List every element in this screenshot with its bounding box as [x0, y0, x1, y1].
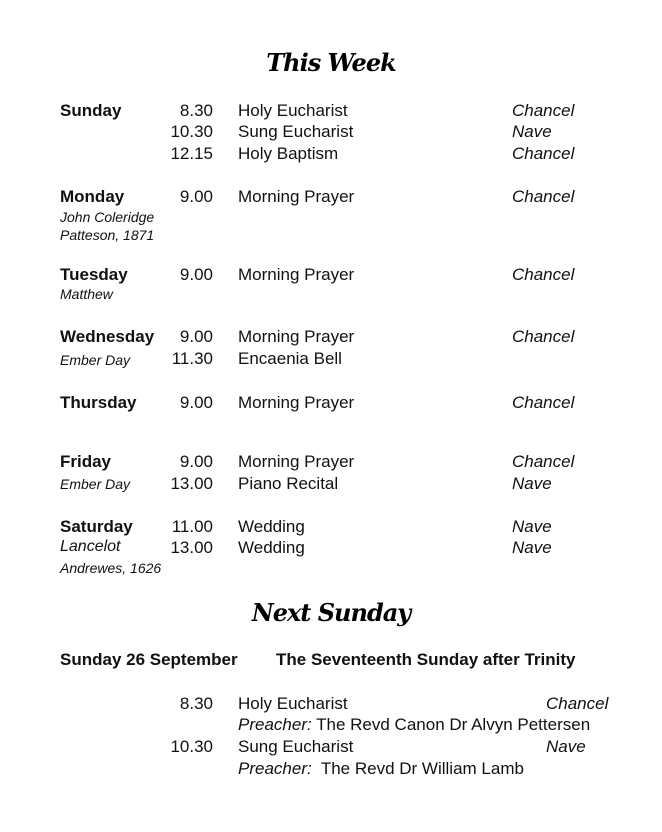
next-sunday-occasion: The Seventeenth Sunday after Trinity	[276, 650, 576, 669]
service-location: Chancel	[512, 265, 575, 284]
service-time: 12.15	[170, 144, 213, 163]
service-location: Nave	[512, 122, 552, 141]
preacher-label: Preacher:	[238, 715, 312, 734]
service-name: Wedding	[238, 538, 305, 557]
service-location: Chancel	[512, 393, 575, 412]
preacher-line	[238, 715, 590, 735]
preacher-name: The Revd Canon Dr Alvyn Pettersen	[316, 715, 591, 734]
service-name: Sung Eucharist	[238, 737, 354, 756]
commemoration: Ember Day	[60, 476, 131, 492]
this-week-heading: This Week	[266, 48, 396, 77]
next-sunday-heading: Next Sunday	[251, 598, 411, 627]
preacher-name: The Revd Dr William Lamb	[320, 759, 524, 778]
service-name: Holy Eucharist	[238, 101, 348, 120]
service-location: Chancel	[512, 144, 575, 163]
day-thursday: Thursday	[60, 393, 137, 412]
service-location: Chancel	[546, 694, 609, 713]
service-location: Nave	[512, 474, 552, 493]
service-name: Wedding	[238, 517, 305, 536]
commemoration: Matthew	[60, 286, 113, 302]
service-time: 11.00	[171, 517, 213, 536]
commemoration: Andrewes, 1626	[60, 560, 162, 576]
service-time: 9.00	[179, 452, 213, 471]
service-time: 10.30	[170, 737, 213, 756]
service-name: Holy Eucharist	[238, 694, 348, 713]
service-name: Encaenia Bell	[238, 349, 342, 368]
service-time: 11.30	[171, 349, 213, 368]
service-name: Morning Prayer	[238, 452, 355, 471]
day-saturday: Saturday	[60, 517, 133, 536]
service-time: 13.00	[170, 474, 213, 493]
service-name: Piano Recital	[238, 474, 339, 493]
day-tuesday: Tuesday	[60, 265, 128, 284]
service-time: 9.00	[179, 393, 213, 412]
service-location: Nave	[512, 517, 552, 536]
service-location: Chancel	[512, 327, 575, 346]
service-location: Nave	[546, 737, 586, 756]
service-time: 8.30	[179, 694, 213, 713]
service-time: 9.00	[179, 265, 213, 284]
service-time: 8.30	[179, 101, 213, 120]
service-location: Chancel	[512, 187, 575, 206]
next-sunday-date: Sunday 26 September	[60, 650, 238, 669]
commemoration: Lancelot	[60, 538, 121, 555]
service-location: Chancel	[512, 101, 575, 120]
preacher-line	[238, 759, 524, 779]
service-time: 9.00	[179, 187, 213, 206]
service-name: Morning Prayer	[238, 265, 355, 284]
commemoration: Ember Day	[60, 352, 131, 368]
commemoration: Patteson, 1871	[60, 227, 155, 243]
day-wednesday: Wednesday	[60, 327, 155, 346]
service-name: Holy Baptism	[238, 144, 339, 163]
day-sunday: Sunday	[60, 101, 122, 120]
day-monday: Monday	[60, 187, 125, 206]
service-location: Chancel	[512, 452, 575, 471]
commemoration: John Coleridge	[60, 209, 155, 225]
preacher-label: Preacher:	[238, 759, 312, 778]
service-name: Morning Prayer	[238, 393, 355, 412]
service-time: 9.00	[179, 327, 213, 346]
service-name: Morning Prayer	[238, 327, 355, 346]
service-location: Nave	[512, 538, 552, 557]
day-friday: Friday	[60, 452, 112, 471]
service-name: Morning Prayer	[238, 187, 355, 206]
service-time: 13.00	[170, 538, 213, 557]
service-time: 10.30	[170, 122, 213, 141]
service-name: Sung Eucharist	[238, 122, 354, 141]
